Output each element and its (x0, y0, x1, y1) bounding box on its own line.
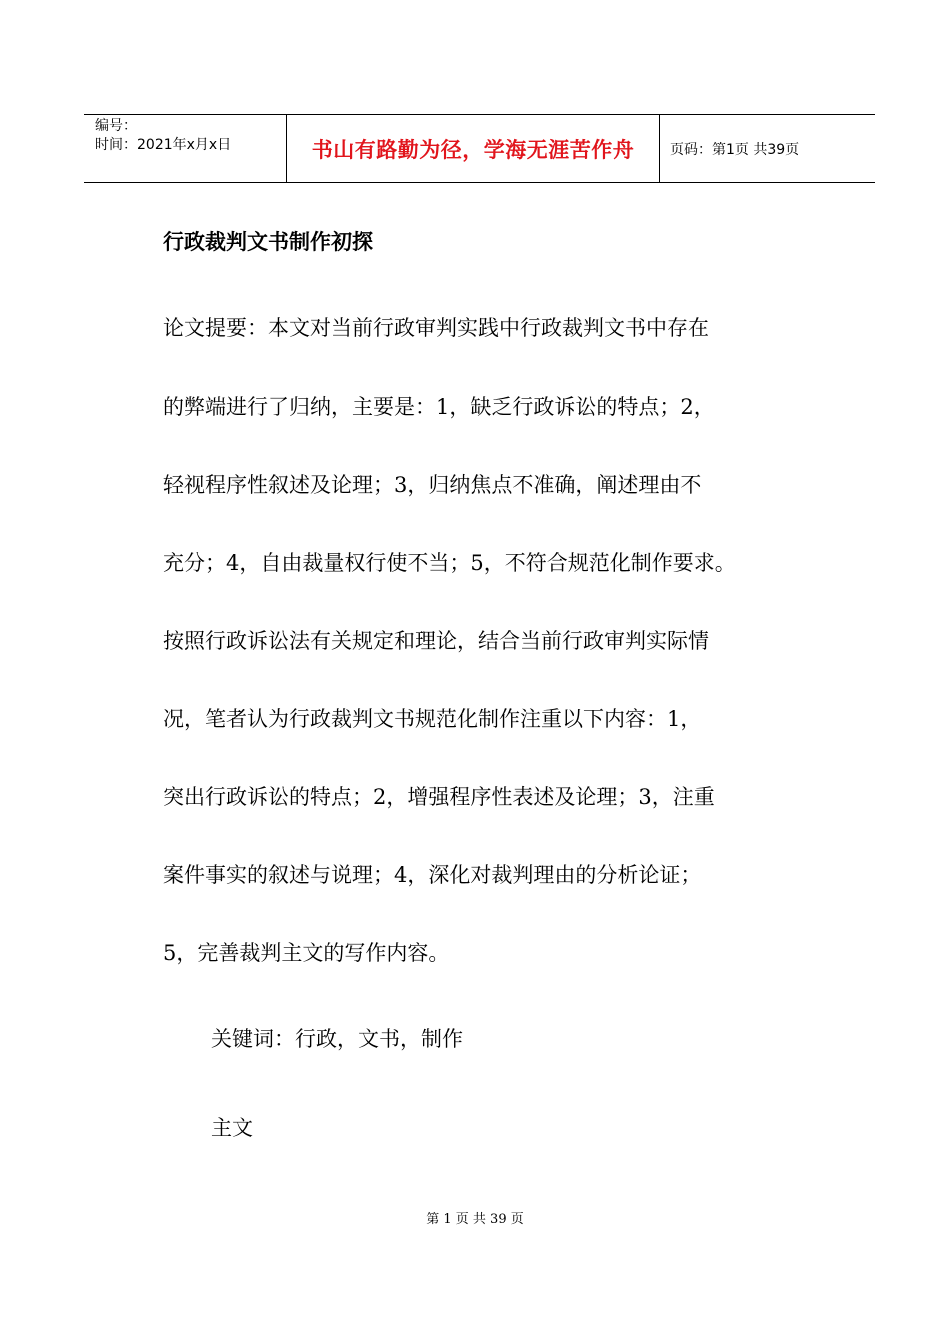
section-heading: 主文 (211, 1116, 253, 1140)
body-line: 突出行政诉讼的特点；2，增强程序性表述及论理；3，注重 (163, 785, 715, 809)
keywords-line: 关键词：行政，文书，制作 (211, 1027, 463, 1051)
body-line: 案件事实的叙述与说理；4，深化对裁判理由的分析论证； (163, 863, 702, 887)
page-footer: 第 1 页 共 39 页 (426, 1212, 524, 1227)
body-line: 论文提要：本文对当前行政审判实践中行政裁判文书中存在 (163, 316, 709, 340)
body-line: 5，完善裁判主文的写作内容。 (163, 941, 450, 965)
body-line: 的弊端进行了归纳，主要是：1，缺乏行政诉讼的特点；2， (163, 395, 715, 419)
document-title: 行政裁判文书制作初探 (163, 230, 373, 254)
header-motto: 书山有路勤为径，学海无涯苦作舟 (286, 115, 660, 182)
body-line: 按照行政诉讼法有关规定和理论，结合当前行政审判实际情 (163, 629, 709, 653)
document-time-label: 时间：2021年x月x日 (95, 137, 232, 153)
document-number-label: 编号： (95, 118, 137, 134)
body-line: 轻视程序性叙述及论理；3，归纳焦点不准确，阐述理由不 (163, 473, 702, 497)
body-line: 充分；4，自由裁量权行使不当；5，不符合规范化制作要求。 (163, 551, 736, 575)
header-left-cell (84, 115, 286, 182)
body-line: 况，笔者认为行政裁判文书规范化制作注重以下内容：1， (163, 707, 702, 731)
document-header (84, 114, 875, 183)
header-page-info: 页码：第1页 共39页 (670, 141, 800, 158)
